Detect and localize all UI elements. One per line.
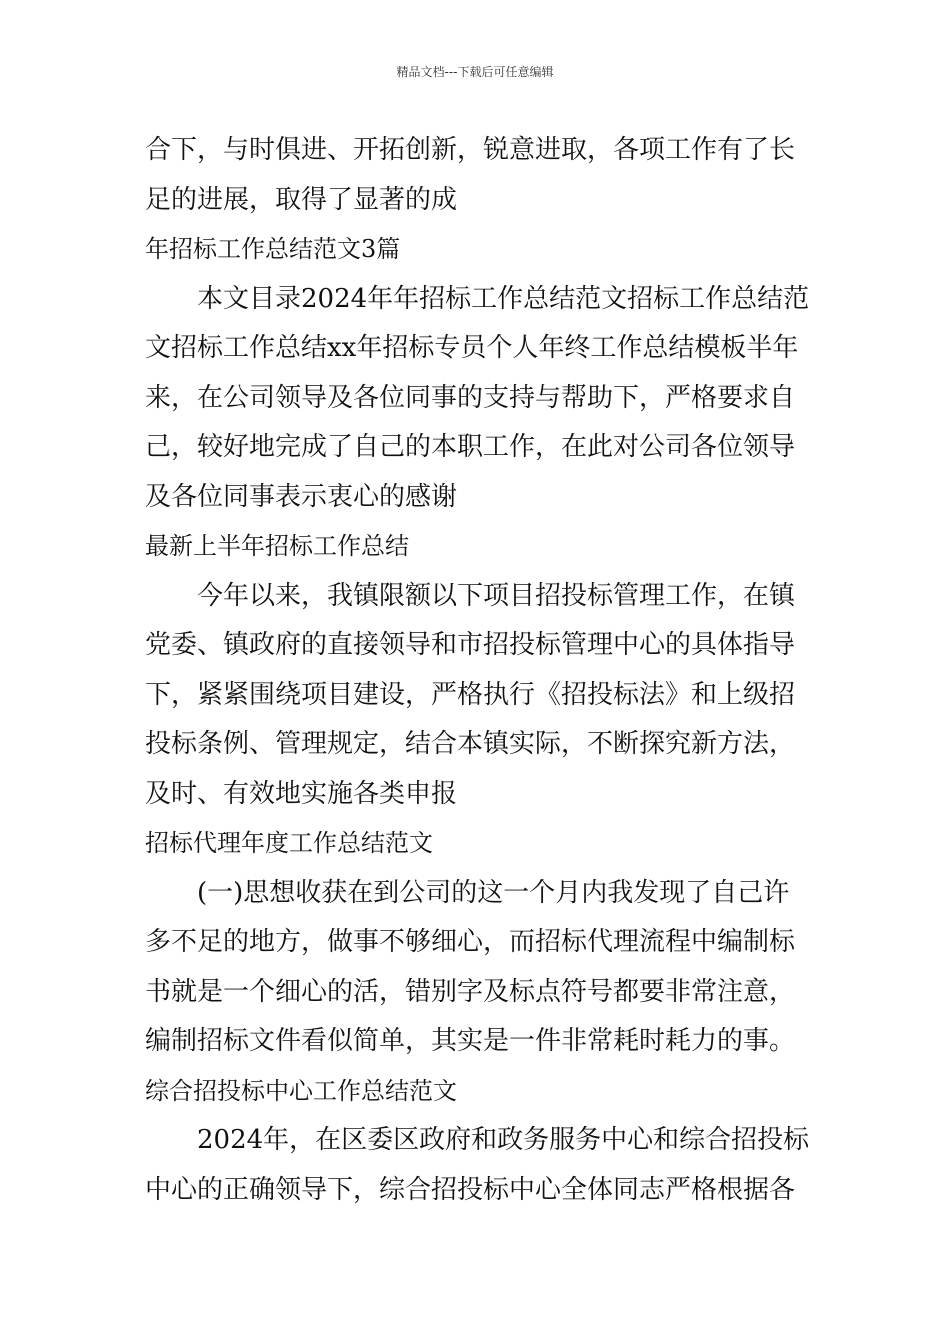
body-line: 及各位同事表示衷心的感谢 <box>145 481 458 512</box>
document-body <box>145 126 810 1215</box>
body-line: 下，紧紧围绕项目建设，严格执行《招投标法》和上级招 <box>145 679 796 710</box>
body-line: 文招标工作总结xx年招标专员个人年终工作总结模板半年 <box>145 333 799 363</box>
section-title: 综合招投标中心工作总结范文 <box>145 1076 457 1105</box>
body-line: 书就是一个细心的活，错别字及标点符号都要非常注意， <box>145 976 796 1007</box>
body-line: 党委、镇政府的直接领导和市招投标管理中心的具体指导 <box>145 630 796 660</box>
body-line: (一)思想收获在到公司的这一个月内我发现了自己许 <box>197 877 790 908</box>
body-line: 今年以来，我镇限额以下项目招投标管理工作，在镇 <box>197 580 796 611</box>
body-line: 投标条例、管理规定，结合本镇实际，不断探究新方法， <box>145 729 796 759</box>
body-line: 合下，与时俱进、开拓创新，锐意进取，各项工作有了长 <box>145 135 796 165</box>
body-line: 多不足的地方，做事不够细心，而招标代理流程中编制标 <box>145 927 796 957</box>
body-line: 编制招标文件看似简单，其实是一件非常耗时耗力的事。 <box>145 1026 796 1056</box>
body-line: 己，较好地完成了自己的本职工作，在此对公司各位领导 <box>145 432 796 462</box>
body-line: 足的进展，取得了显著的成 <box>145 184 458 215</box>
body-line: 本文目录2024年年招标工作总结范文招标工作总结范 <box>197 283 810 314</box>
section-title: 最新上半年招标工作总结 <box>145 532 409 560</box>
page-header: 精品文档---下载后可任意编辑 <box>396 65 554 79</box>
section-title: 年招标工作总结范文3篇 <box>145 235 401 263</box>
body-line: 及时、有效地实施各类申报 <box>145 778 458 809</box>
body-line: 中心的正确领导下，综合招投标中心全体同志严格根据各 <box>145 1174 796 1205</box>
body-line: 来，在公司领导及各位同事的支持与帮助下，严格要求自 <box>145 382 796 413</box>
body-line: 2024年，在区委区政府和政务服务中心和综合招投标 <box>197 1125 810 1155</box>
section-title: 招标代理年度工作总结范文 <box>145 829 433 857</box>
